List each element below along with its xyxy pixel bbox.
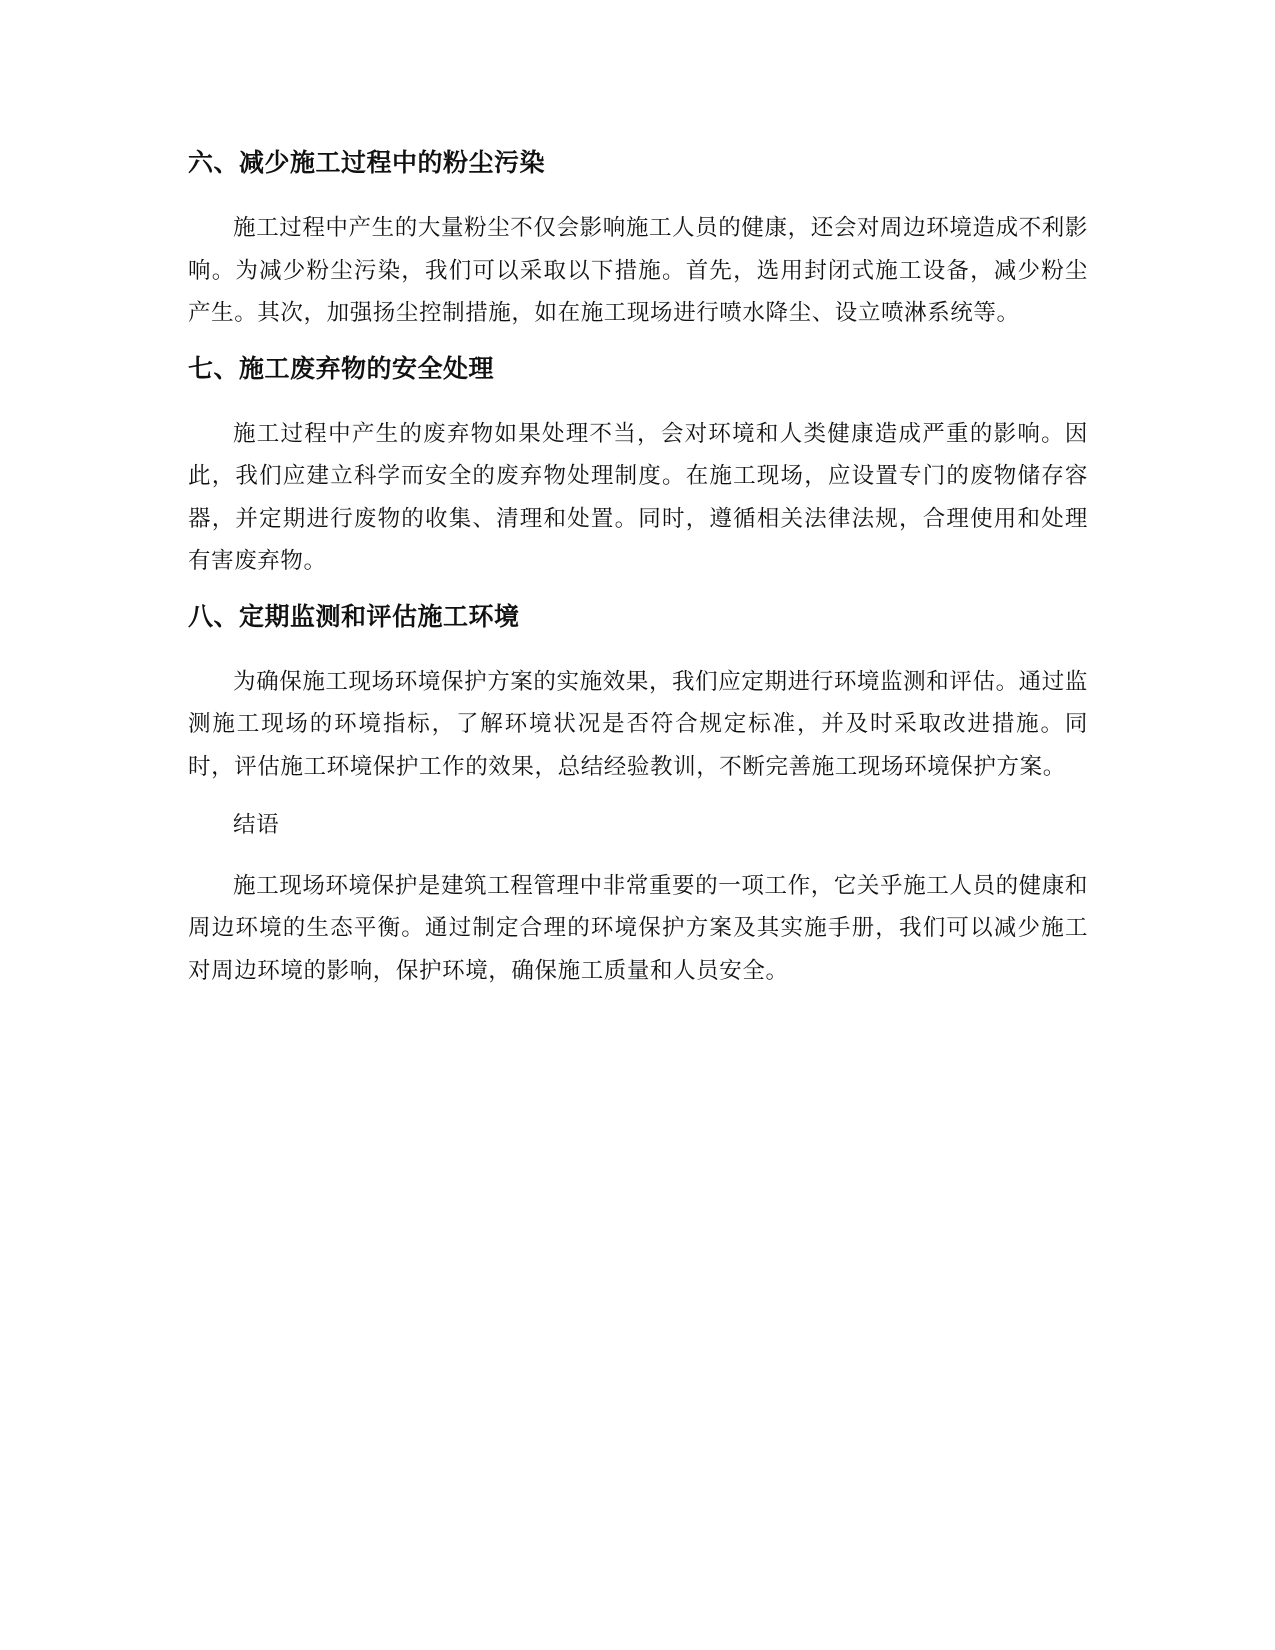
section-paragraph-6: 施工过程中产生的大量粉尘不仅会影响施工人员的健康，还会对周边环境造成不利影响。为减少粉尘污染，我们可以采取以下措施。首先，选用封闭式施工设备，减少粉尘产生。其次，加强扬尘控制措施，如在施工现场进行喷水降尘、设立喷淋系统等。 — [188, 215, 1088, 326]
document-body — [188, 145, 1088, 1008]
section-heading-8: 八、定期监测和评估施工环境 — [188, 601, 520, 631]
section-heading-6: 六、减少施工过程中的粉尘污染 — [188, 148, 546, 177]
section-heading-7: 七、施工废弃物的安全处理 — [188, 353, 495, 383]
conclusion-paragraph: 施工现场环境保护是建筑工程管理中非常重要的一项工作，它关乎施工人员的健康和周边环境的生态平衡。通过制定合理的环境保护方案及其实施手册，我们可以减少施工对周边环境的影响，保护环境，确保施工质量和人员安全。 — [188, 872, 1088, 984]
conclusion-label: 结语 — [233, 812, 280, 838]
section-paragraph-7: 施工过程中产生的废弃物如果处理不当，会对环境和人类健康造成严重的影响。因此，我们应建立科学而安全的废弃物处理制度。在施工现场，应设置专门的废物储存容器，并定期进行废物的收集、清理和处置。同时，遵循相关法律法规，合理使用和处理有害废弃物。 — [188, 420, 1088, 574]
section-paragraph-8: 为确保施工现场环境保护方案的实施效果，我们应定期进行环境监测和评估。通过监测施工现场的环境指标，了解环境状况是否符合规定标准，并及时采取改进措施。同时，评估施工环境保护工作的效果，总结经验教训，不断完善施工现场环境保护方案。 — [188, 668, 1088, 780]
